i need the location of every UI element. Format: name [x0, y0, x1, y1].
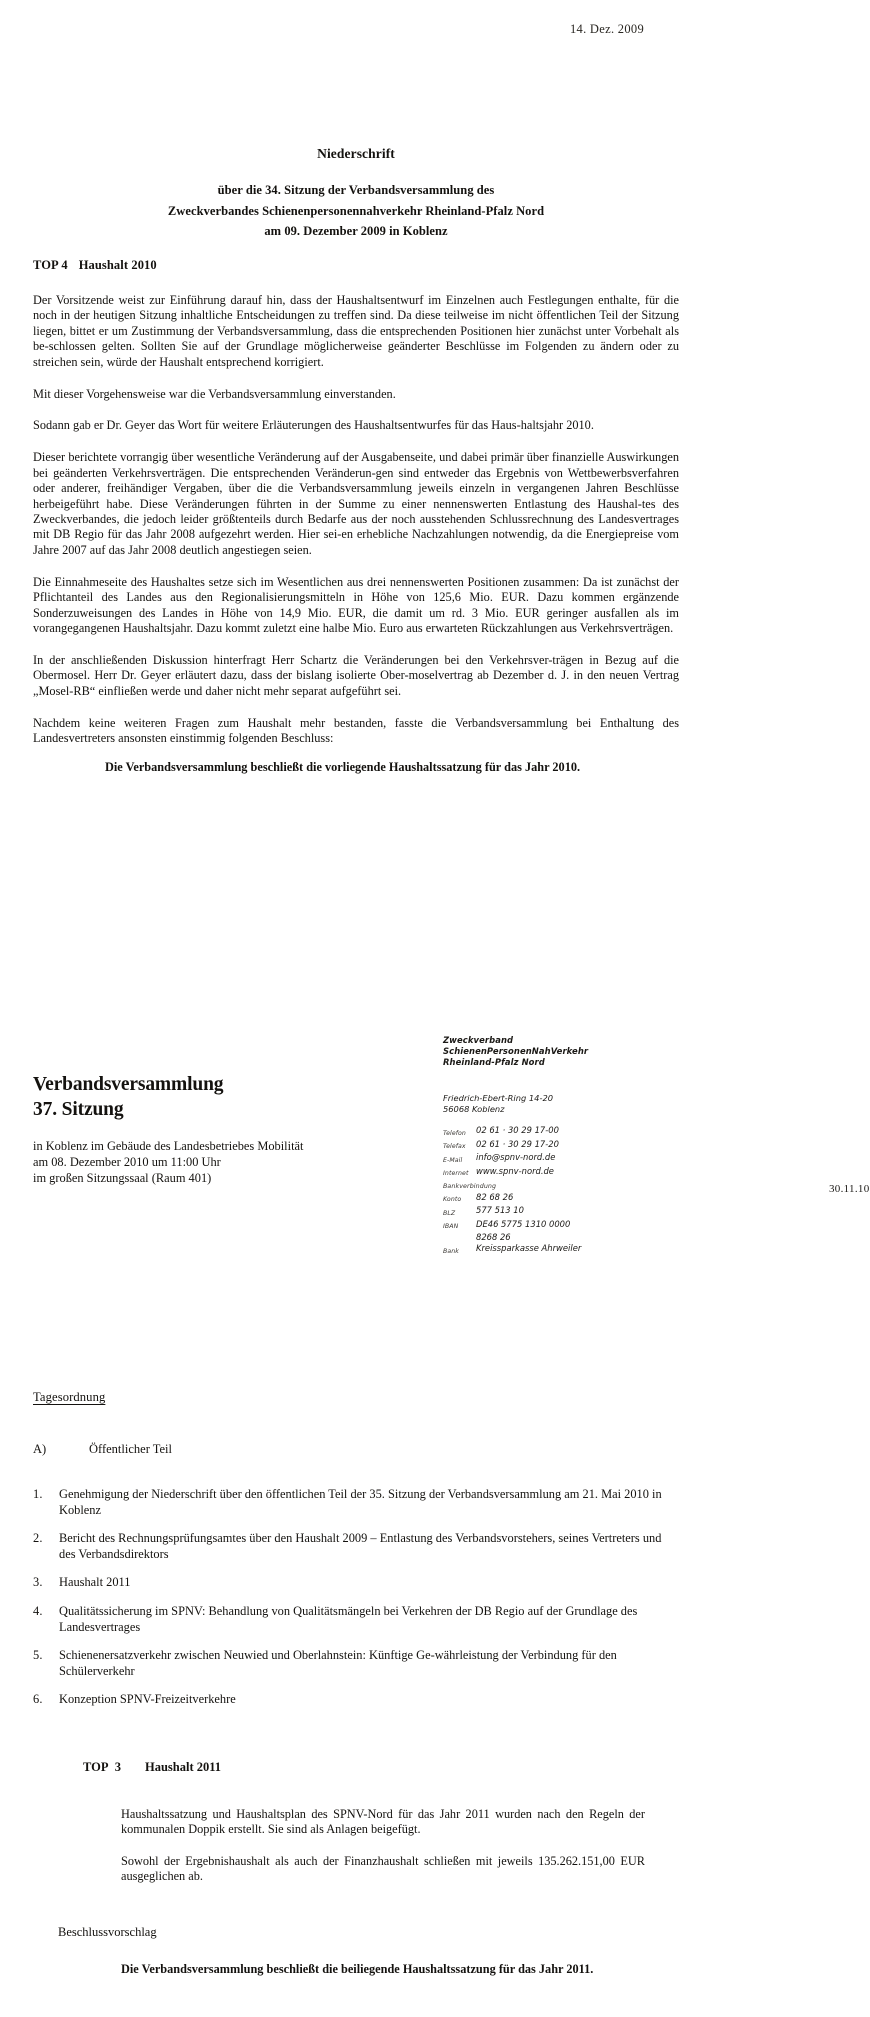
invitation-detail-venue: in Koblenz im Gebäude des Landesbetriebes Mobilität	[33, 1139, 304, 1153]
contact-value[interactable]: info@spnv-nord.de	[476, 1152, 556, 1163]
agenda-item-index: 2.	[33, 1531, 43, 1546]
agenda-list	[33, 1487, 679, 1708]
subtitle-line-1: über die 34. Sitzung der Verbandsversammlung des	[217, 183, 495, 197]
contact-row-telefax	[443, 1139, 683, 1152]
proposal-text: Die Verbandsversammlung beschließt die beiliegende Haushaltssatzung für das Jahr 2011.	[121, 1961, 594, 1976]
letterhead-bank-details	[443, 1183, 683, 1257]
agenda-item-index: 4.	[33, 1603, 43, 1618]
minutes-paragraph: Sodann gab er Dr. Geyer das Wort für weitere Erläuterungen des Haushaltsentwurfes für das Haus-haltsjahr 2010.	[33, 418, 594, 433]
bank-row-konto	[443, 1192, 683, 1205]
minutes-paragraph: Die Einnahmeseite des Haushaltes setze sich im Wesentlichen aus drei nennenswerten Positionen zusammen: Da ist zunächst der Pflichtanteil des Landes aus den Regionalisierungsmitteln in Höhe von 125,6 Mio. EUR. Dazu kommen ergänzende Sonderzuweisungen des Landes in Höhe von 14,9 Mio. EUR, die damit um rd. 3 Mio. EUR geringer ausfallen als im vorangegangenen Haushaltsjahr. Dazu kommt zuletzt eine halbe Mio. Euro aus erwarteten Rückzahlungen aus Verkehrsverträgen.	[33, 574, 679, 635]
bank-label: Konto	[443, 1196, 462, 1204]
bank-label	[443, 1232, 476, 1243]
contact-label: Telefon	[443, 1129, 466, 1137]
contact-row-internet	[443, 1166, 683, 1179]
page-title: Niederschrift	[317, 146, 395, 161]
title-block	[0, 146, 712, 242]
contact-value[interactable]: www.spnv-nord.de	[476, 1165, 554, 1176]
minutes-paragraph: Mit dieser Vorgehensweise war die Verbandsversammlung einverstanden.	[33, 386, 396, 401]
agenda-item-index: 3.	[33, 1575, 43, 1590]
contact-value: 02 61 · 30 29 17-20	[476, 1138, 559, 1149]
top-heading	[33, 258, 679, 273]
bank-value: 577 513 10	[476, 1205, 524, 1216]
contact-value: 02 61 · 30 29 17-00	[476, 1125, 559, 1136]
trailing-top-title: Haushalt 2011	[144, 1760, 222, 1774]
contact-row-email	[443, 1152, 683, 1165]
invitation-title-line-2: 37. Sitzung	[33, 1098, 124, 1120]
trailing-paragraph: Sowohl der Ergebnishaushalt als auch der Finanzhaushalt schließen mit jeweils 135.262.151,00 EUR ausgeglichen ab.	[121, 1853, 645, 1884]
minutes-paragraph: Dieser berichtete vorrangig über wesentliche Veränderung auf der Ausgabenseite, und dabei primär über finanzielle Auswirkungen bei geänderten Verkehrsverträgen. Die entsprechenden Veränderun-gen sind entweder das Ergebnis von Wettbewerbsverfahren oder anderer, freihändiger Vergaben, über die die Verbandsversammlung jeweils einzeln in vergangenen Jahren Beschlüsse herbeigeführt habe. Diese Veränderungen führten in der Summe zu einer nennenswerten Entlastung des Haushal-tes des Zweckverbandes, die jedoch leider größtenteils durch Bedarfe aus der noch ausstehenden Schlussrechnung des Landesvertrages mit DB Regio für das Jahr 2008 aufgezehrt werden. Hier sei-en erhebliche Nachzahlungen notwendig, da die Energiepreise vom Jahre 2007 auf das Jahr 2008 deutlich angestiegen seien.	[33, 450, 679, 557]
bank-value: 8268 26	[476, 1232, 511, 1243]
trailing-paragraph: Haushaltssatzung und Haushaltsplan des SPNV-Nord für das Jahr 2011 wurden nach den Regeln der kommunalen Doppik erstellt. Sie sind als Anlagen beigefügt.	[121, 1807, 645, 1837]
contact-row-telefon	[443, 1125, 683, 1138]
subtitle-line-2: Zweckverbandes Schienenpersonennahverkehr Rheinland-Pfalz Nord	[167, 203, 545, 218]
subtitle-line-3: am 09. Dezember 2009 in Koblenz	[264, 224, 448, 238]
resolution-text: Die Verbandsversammlung beschließt die vorliegende Haushaltssatzung für das Jahr 2010.	[105, 760, 581, 775]
agenda-item-index: 5.	[33, 1648, 43, 1663]
letterhead-contact	[443, 1125, 683, 1179]
top-heading-number: TOP 4	[33, 258, 68, 272]
bank-row-iban	[443, 1219, 683, 1232]
agenda-section-label: Öffentlicher Teil	[89, 1442, 173, 1456]
agenda-item-text: Konzeption SPNV-Freizeitverkehre	[59, 1692, 236, 1707]
bank-value: 82 68 26	[476, 1192, 514, 1202]
list-item	[33, 1575, 679, 1591]
letterhead-organisation	[443, 1035, 683, 1069]
list-item	[33, 1531, 679, 1562]
minutes-paragraph: Nachdem keine weiteren Fragen zum Haushalt mehr bestanden, fasste die Verbandsversammlung bei Enthaltung des Landesvertreters ansonsten einstimmig folgenden Beschluss:	[33, 715, 679, 745]
minutes-paragraph: Der Vorsitzende weist zur Einführung darauf hin, dass der Haushaltsentwurf im Einzelnen auch Festlegungen enthalte, für die noch in der heutigen Sitzung inhaltliche Entscheidungen zu treffen sind. Da diese teilweise im nicht öffentlichen Teil der Sitzung liegen, bittet er um Zustimmung der Verbandsversammlung, dass die entsprechenden Positionen hier zunächst unter Vorbehalt als be-schlossen gelten. Sollten Sie auf der Grundlage möglicherweise geänderter Beschlüsse im Folgenden zu ändern oder zu streichen sein, würde der Haushalt entsprechend korrigiert.	[33, 293, 679, 369]
top-heading-title: Haushalt 2010	[78, 258, 157, 272]
bank-row-blz	[443, 1205, 683, 1218]
invitation-title-line-1: Verbandsversammlung	[33, 1074, 224, 1095]
agenda-item-text: Haushalt 2011	[59, 1575, 131, 1590]
date-stamp: 14. Dez. 2009	[569, 22, 644, 36]
list-item	[33, 1487, 679, 1518]
invitation-details	[33, 1138, 393, 1187]
list-item	[33, 1648, 679, 1679]
letterhead-address	[443, 1093, 683, 1116]
agenda-item-index: 1.	[33, 1487, 43, 1501]
minutes-section	[33, 258, 679, 776]
letterhead-address-street: Friedrich-Ebert-Ring 14-20	[443, 1092, 554, 1103]
agenda-item-text: Bericht des Rechnungsprüfungsamtes über den Haushalt 2009 – Entlastung des Verbandsvorstehers, seines Vertreters und des Verbandsdirektors	[59, 1531, 662, 1561]
letterhead-address-city: 56068 Koblenz	[443, 1104, 505, 1115]
bank-label: Bank	[443, 1247, 459, 1255]
invitation-section	[0, 1035, 870, 1305]
letterhead-org-line-2: SchienenPersonenNahVerkehr	[443, 1046, 589, 1057]
letter-date: 30.11.10	[829, 1183, 870, 1195]
agenda-item-text: Genehmigung der Niederschrift über den öffentlichen Teil der 35. Sitzung der Verbandsversammlung am 21. Mai 2010 in Koblenz	[59, 1487, 662, 1517]
bank-value: DE46 5775 1310 0000	[476, 1218, 571, 1229]
contact-label: E-Mail	[443, 1156, 463, 1164]
contact-label: Telefax	[443, 1143, 466, 1151]
agenda-section-letter: A)	[33, 1442, 47, 1456]
agenda-heading: Tagesordnung	[33, 1390, 106, 1404]
trailing-section	[33, 1760, 679, 1977]
agenda-section-a	[33, 1442, 679, 1457]
trailing-top-number: TOP 3	[83, 1760, 121, 1774]
bank-caption: Bankverbindung	[443, 1183, 497, 1190]
bank-value: Kreissparkasse Ahrweiler	[476, 1243, 582, 1254]
invitation-detail-room: im großen Sitzungssaal (Raum 401)	[33, 1171, 212, 1186]
minutes-paragraph: In der anschließenden Diskussion hinterfragt Herr Schartz die Veränderungen bei den Verkehrsver-trägen in Bezug auf die Obermosel. Herr Dr. Geyer erläutert dazu, dass der bislang isolierte Ober-moselvertrag ab Dezember d. J. in den neuen Vertrag „Mosel-RB“ einfließen werde und daher nicht mehr separat aufgeführt sei.	[33, 652, 679, 698]
letterhead-block	[443, 1035, 870, 1255]
bank-row-bank	[443, 1243, 683, 1256]
letterhead-org-line-3: Rheinland-Pfalz Nord	[443, 1057, 545, 1068]
agenda-item-text: Qualitätssicherung im SPNV: Behandlung von Qualitätsmängeln bei Verkehren der DB Regio auf der Grundlage des Landesvertrages	[59, 1603, 638, 1634]
letterhead-org-line-1: Zweckverband	[443, 1035, 514, 1045]
invitation-heading-block	[33, 1073, 393, 1187]
agenda-item-text: Schienenersatzverkehr zwischen Neuwied und Oberlahnstein: Künftige Ge-währleistung der Verbindung für den Schülerverkehr	[59, 1648, 617, 1678]
agenda-section	[33, 1390, 679, 1721]
list-item	[33, 1692, 679, 1708]
agenda-item-index: 6.	[33, 1692, 43, 1707]
bank-row-iban-continued	[443, 1232, 683, 1243]
bank-label: BLZ	[443, 1209, 456, 1217]
bank-label: IBAN	[443, 1222, 459, 1230]
proposal-heading: Beschlussvorschlag	[58, 1924, 157, 1939]
contact-label: Internet	[443, 1170, 469, 1178]
list-item	[33, 1604, 679, 1635]
invitation-title	[33, 1073, 393, 1122]
trailing-top-heading	[83, 1760, 679, 1775]
invitation-detail-datetime: am 08. Dezember 2010 um 11:00 Uhr	[33, 1155, 221, 1170]
